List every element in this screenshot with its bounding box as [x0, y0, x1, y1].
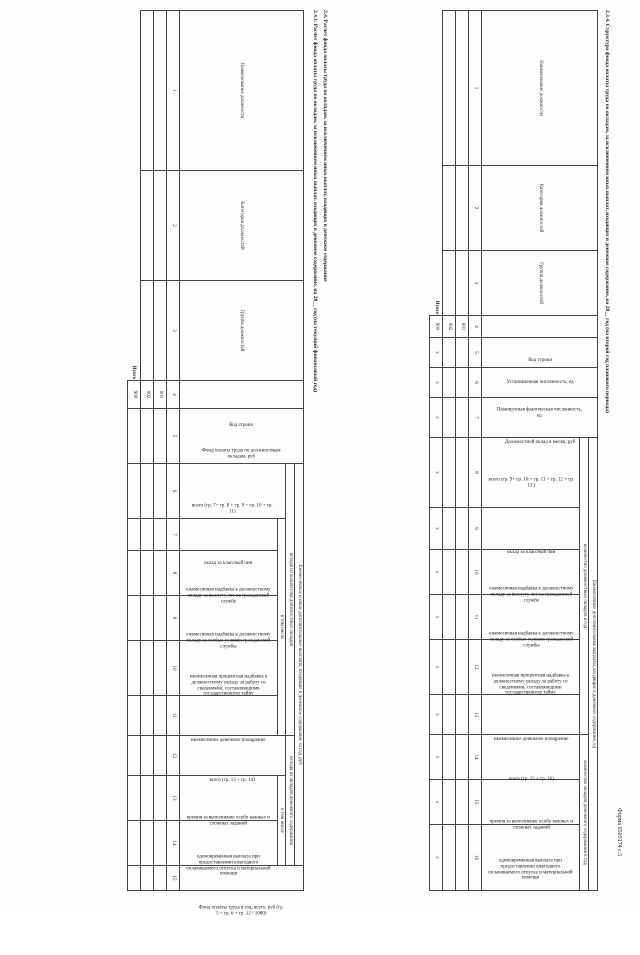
cell[interactable] [127, 821, 140, 866]
th2-by-content: исходя из окладов денежного содержания [286, 736, 295, 866]
col-num: 1 [469, 11, 482, 166]
th2-name: Наименование должности [179, 11, 303, 171]
th-name: Наименование должности [482, 11, 598, 166]
cell[interactable] [153, 866, 166, 891]
col-num: 3 [469, 251, 482, 316]
col-num: 11 [469, 595, 482, 640]
th-vacation: единовременная выплата при предоставлении ежегодного оплачиваемого отпуска и материальной помощи [482, 825, 580, 891]
cell[interactable] [456, 595, 469, 640]
x-mark: x [430, 735, 443, 780]
th2-code: Код строки [179, 381, 303, 409]
cell[interactable] [153, 464, 166, 519]
cell[interactable] [127, 596, 140, 641]
col-num: 15 [469, 780, 482, 825]
col-num: 4 [469, 316, 482, 338]
th2-secret: ежемесячная процентная надбавка к должностному окладу за работу со сведениями, составляющими государственную тайну [179, 641, 277, 696]
th-total2: всего (гр. 15 + гр. 16) [482, 735, 580, 780]
x-mark: x [430, 508, 443, 550]
th2-in-total-2: в том числе [277, 776, 286, 866]
col-num: 11 [166, 696, 179, 736]
cell[interactable] [153, 596, 166, 641]
col-num: 1 [166, 11, 179, 171]
cell[interactable] [140, 519, 153, 551]
th2-premium: премия за выполнение особо важных и сложных заданий [179, 776, 277, 821]
col-num: 14 [166, 821, 179, 866]
th2-fund: Фонд оплаты труда по должностным окладам, руб [179, 409, 303, 464]
cell[interactable] [443, 695, 456, 735]
cell[interactable] [456, 508, 469, 550]
th2-total2: всего (гр. 13 + гр. 14) [179, 736, 286, 776]
row-code: 002 [140, 381, 153, 409]
cell[interactable] [456, 338, 469, 368]
th-special: ежемесячная надбавка к должностному окладу за особые условия гражданской службы [482, 595, 580, 640]
cell[interactable] [153, 519, 166, 551]
cell[interactable] [153, 736, 166, 776]
cell[interactable] [140, 866, 153, 891]
col-num: 2 [166, 171, 179, 281]
cell[interactable] [127, 519, 140, 551]
th2-incentive: ежемесячное денежное поощрение [179, 696, 277, 736]
th2-total: всего (гр. 7+ гр. 8 + гр. 9 + гр. 10 + гр. 11) [179, 464, 286, 519]
cell[interactable] [443, 550, 456, 595]
cell[interactable] [140, 821, 153, 866]
cell[interactable] [127, 409, 140, 464]
itogo-code: 900 [127, 381, 140, 409]
cell[interactable] [140, 641, 153, 696]
itogo-label: Итого [434, 300, 440, 314]
cell[interactable] [153, 171, 166, 281]
x-mark: x [430, 438, 443, 508]
col-num: 4 [166, 381, 179, 409]
th2-group: Группа должностей [179, 281, 303, 381]
cell[interactable] [456, 368, 469, 398]
cell[interactable] [153, 821, 166, 866]
cell[interactable] [456, 695, 469, 735]
col-num: 13 [166, 776, 179, 821]
cell[interactable] [443, 166, 456, 251]
th2-seniority: ежемесячная надбавка к должностному окладу за выслугу лет на гражданской службе [179, 551, 277, 596]
col-num: 5 [469, 338, 482, 368]
cell[interactable] [443, 368, 456, 398]
table-structure [430, 10, 599, 891]
col-num: 10 [469, 550, 482, 595]
col-num: 2 [469, 166, 482, 251]
th-group-top: Ежемесячные дополнительные выплаты, входящие в денежное содержание, ед [589, 438, 598, 891]
cell[interactable] [456, 398, 469, 438]
cell[interactable] [443, 398, 456, 438]
col-num: 9 [469, 508, 482, 550]
th-class-rank: оклад за классный чин [482, 508, 580, 550]
th-qty-oklad: количество должностных окладов в год [580, 438, 589, 735]
col-num: 6 [166, 464, 179, 519]
cell[interactable] [153, 641, 166, 696]
th-category: Категория должностей [482, 166, 598, 251]
cell[interactable] [456, 640, 469, 695]
cell[interactable] [127, 866, 140, 891]
x-mark: x [430, 398, 443, 438]
cell[interactable] [443, 338, 456, 368]
col-num: 12 [469, 640, 482, 695]
cell[interactable] [443, 780, 456, 825]
cell[interactable] [127, 736, 140, 776]
cell[interactable] [456, 251, 469, 316]
col-num: 8 [469, 438, 482, 508]
x-mark: x [430, 780, 443, 825]
th-staff-plan: Планируемая фактическая численность, ед [482, 368, 598, 398]
table-row [140, 11, 153, 891]
th2-in-total: в том числе [277, 519, 286, 736]
x-mark: x [430, 338, 443, 368]
col-num: 12 [166, 736, 179, 776]
cell[interactable] [456, 438, 469, 508]
row-code: 001 [456, 316, 469, 338]
cell[interactable] [140, 464, 153, 519]
cell[interactable] [443, 251, 456, 316]
col-num: 7 [469, 398, 482, 438]
cell[interactable] [127, 551, 140, 596]
col-num: 9 [166, 596, 179, 641]
table-calculation [127, 10, 304, 916]
th2-category: Категория должностей [179, 171, 303, 281]
cell[interactable] [140, 736, 153, 776]
th-salary: Должностной оклад в месяц, руб [482, 398, 598, 438]
row-code: 001 [153, 381, 166, 409]
th-premium: премия за выполнение особо важных и сложных заданий [482, 780, 580, 825]
cell[interactable] [153, 281, 166, 381]
col-num: 14 [469, 735, 482, 780]
cell[interactable] [456, 166, 469, 251]
cell[interactable] [153, 551, 166, 596]
col-num: 10 [166, 641, 179, 696]
th-qty-content: количество окладов денежного содержания в год [580, 735, 589, 891]
cell[interactable] [140, 776, 153, 821]
cell[interactable] [140, 596, 153, 641]
x-mark: x [430, 550, 443, 595]
th-secret: ежемесячная процентная надбавка к должностному окладу за работу со сведениями, составляющими государственную тайну [482, 640, 580, 695]
th-staff-set: Установленная численность, ед [482, 338, 598, 368]
cell[interactable] [456, 11, 469, 166]
section-title: 2.3.4. Структура фонда оплаты труда по окладам, за исключением иных выплат, входящих в денежное содержание, на 20__ год (на второй год планового периода) [604, 10, 610, 413]
th-total: всего (гр. 9+ гр. 10 + гр. 11 + гр. 12 + гр. 13 ) [482, 438, 580, 508]
cell[interactable] [443, 640, 456, 695]
col-num: 6 [469, 368, 482, 398]
col-num: 7 [166, 519, 179, 551]
cell[interactable] [443, 508, 456, 550]
itogo-label: Итого [131, 365, 137, 379]
itogo-row [430, 11, 443, 891]
cell[interactable] [153, 409, 166, 464]
cell[interactable] [140, 11, 153, 171]
col-num: 16 [469, 825, 482, 891]
th-group: Группа должностей [482, 251, 598, 316]
th-incentive: ежемесячное денежное поощрение [482, 695, 580, 735]
col-num: 8 [166, 551, 179, 596]
table-row [443, 11, 456, 891]
col-num: 15 [166, 866, 179, 891]
table-row [153, 11, 166, 891]
cell[interactable] [127, 641, 140, 696]
th-seniority: ежемесячная надбавка к должностному окладу за выслугу лет на гражданской службе [482, 550, 580, 595]
cell[interactable] [456, 780, 469, 825]
th2-group-header: Ежемесячные и иные дополнительные выплаты, входящие в денежное содержание за год, руб [295, 464, 304, 866]
cell[interactable] [140, 171, 153, 281]
cell[interactable] [140, 409, 153, 464]
section-title-3: 2.4.1. Расчет фонда оплаты труда по окладам, за исключением иных выплат, входящих в денежное содержание, на 20__ год (на текущий финансовый год) [312, 10, 318, 393]
th2-by-count: исходя из количества должностных окладов [286, 464, 295, 736]
cell[interactable] [153, 11, 166, 171]
table-row [456, 11, 469, 891]
itogo-code: 900 [430, 316, 443, 338]
cell[interactable] [140, 696, 153, 736]
itogo-row [127, 11, 140, 891]
cell[interactable] [127, 696, 140, 736]
cell[interactable] [456, 825, 469, 891]
col-num: 3 [166, 281, 179, 381]
form-id: Форма 0505174 с.5 [616, 808, 622, 857]
cell[interactable] [443, 438, 456, 508]
cell[interactable] [443, 825, 456, 891]
x-mark: x [430, 825, 443, 891]
row-code: 002 [443, 316, 456, 338]
section-title-2: 2.4. Расчет фонда оплаты труда по окладам, за исключением иных выплат, входящих в денежное содержание [322, 10, 328, 282]
x-mark: x [430, 368, 443, 398]
th2-special: ежемесячная надбавка к должностному окладу за особые условия гражданской службы [179, 596, 277, 641]
cell[interactable] [443, 11, 456, 166]
x-mark: x [430, 595, 443, 640]
cell[interactable] [443, 595, 456, 640]
cell[interactable] [456, 550, 469, 595]
cell[interactable] [153, 776, 166, 821]
col-num: 13 [469, 695, 482, 735]
th2-fot-total: Фонд оплаты труда в год, всего, руб (гр. 5 + гр. 6 + гр. 12 / 1000) [179, 866, 303, 891]
th2-vacation: единовременная выплата при предоставлении ежегодного оплачиваемого отпуска и материальной помощи [179, 821, 277, 866]
th-code: Код строки [482, 316, 598, 338]
th2-class-rank: оклад за классный чин [179, 519, 277, 551]
cell[interactable] [443, 735, 456, 780]
cell[interactable] [153, 696, 166, 736]
col-num: 5 [166, 409, 179, 464]
cell[interactable] [127, 776, 140, 821]
cell[interactable] [127, 464, 140, 519]
x-mark: x [430, 695, 443, 735]
cell[interactable] [456, 735, 469, 780]
cell[interactable] [140, 281, 153, 381]
x-mark: x [430, 640, 443, 695]
cell[interactable] [140, 551, 153, 596]
